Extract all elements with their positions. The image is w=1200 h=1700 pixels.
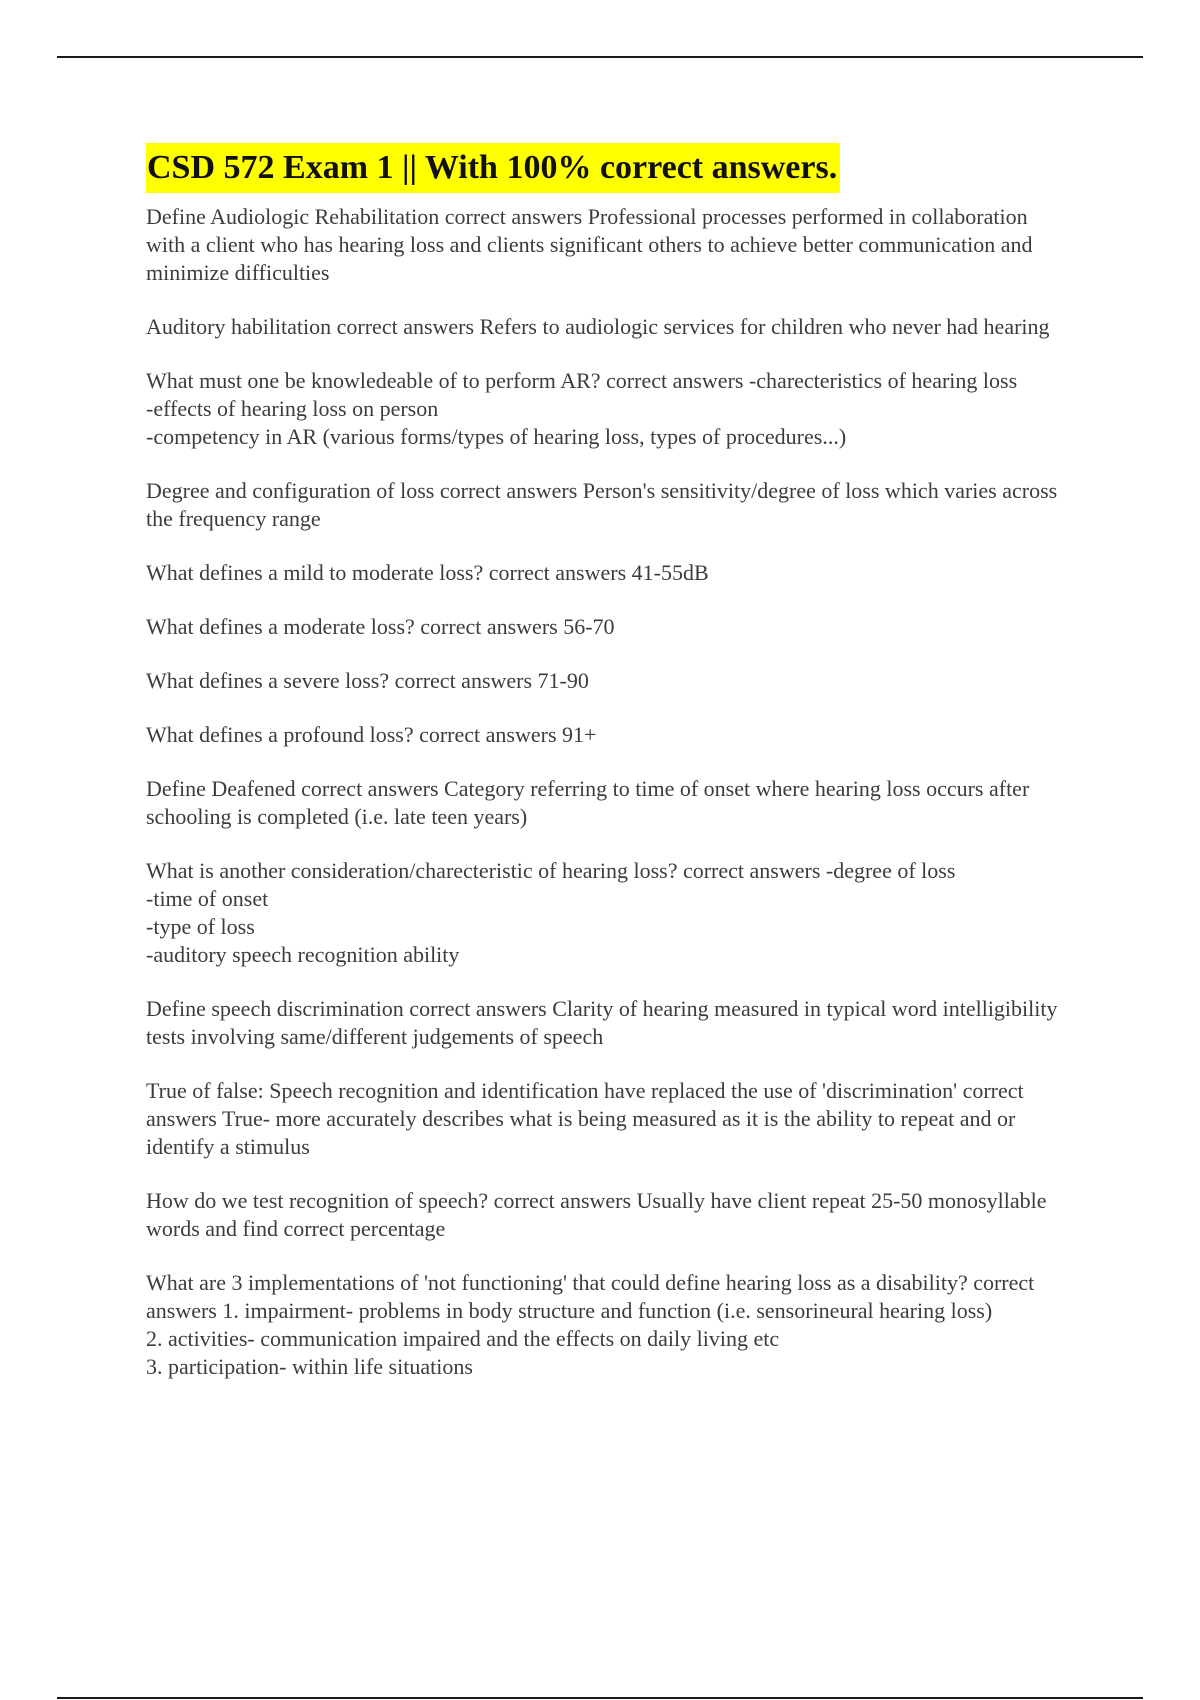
qa-line: 2. activities- communication impaired and the effects on daily living etc [146, 1326, 780, 1351]
qa-entry [146, 613, 1066, 641]
qa-entry [146, 995, 1066, 1051]
qa-entry [146, 1269, 1066, 1381]
qa-line: What defines a moderate loss? correct answers 56-70 [146, 614, 615, 639]
document-body [146, 143, 1066, 1407]
qa-line: What defines a mild to moderate loss? correct answers 41-55dB [146, 560, 709, 585]
qa-line: True of false: Speech recognition and identification have replaced the use of 'discrimination' correct answers True- more accurately describes what is being measured as it is the ability to repeat and or identify a stimulus [146, 1078, 1024, 1159]
qa-entry [146, 775, 1066, 831]
qa-line: -effects of hearing loss on person [146, 396, 439, 421]
page-title: CSD 572 Exam 1 || With 100% correct answers. [146, 143, 840, 193]
qa-line: -time of onset [146, 886, 269, 911]
qa-entry [146, 1077, 1066, 1161]
qa-line: Auditory habilitation correct answers Refers to audiologic services for children who never had hearing [146, 314, 1050, 339]
qa-entry [146, 1187, 1066, 1243]
qa-line: -auditory speech recognition ability [146, 942, 460, 967]
qa-entry [146, 667, 1066, 695]
qa-line: 3. participation- within life situations [146, 1354, 473, 1379]
top-divider [57, 56, 1143, 58]
qa-entry [146, 559, 1066, 587]
qa-line: What defines a severe loss? correct answers 71-90 [146, 668, 589, 693]
qa-entry [146, 721, 1066, 749]
qa-line: What must one be knowledeable of to perform AR? correct answers -charecteristics of hearing loss [146, 368, 1018, 393]
qa-line: Define Audiologic Rehabilitation correct answers Professional processes performed in collaboration with a client who has hearing loss and clients significant others to achieve better communication and minimize difficulties [146, 204, 1033, 285]
qa-entry [146, 477, 1066, 533]
qa-line: Define Deafened correct answers Category referring to time of onset where hearing loss occurs after schooling is completed (i.e. late teen years) [146, 776, 1030, 829]
qa-entry [146, 203, 1066, 287]
bottom-divider [57, 1697, 1143, 1699]
qa-line: What is another consideration/charecteristic of hearing loss? correct answers -degree of loss [146, 858, 956, 883]
qa-line: Define speech discrimination correct answers Clarity of hearing measured in typical word intelligibility tests involving same/different judgements of speech [146, 996, 1058, 1049]
qa-line: What are 3 implementations of 'not functioning' that could define hearing loss as a disability? correct answers 1. impairment- problems in body structure and function (i.e. sensorineural hearing loss) [146, 1270, 1035, 1323]
qa-line: What defines a profound loss? correct answers 91+ [146, 722, 597, 747]
qa-entry [146, 367, 1066, 451]
qa-line: Degree and configuration of loss correct answers Person's sensitivity/degree of loss which varies across the frequency range [146, 478, 1058, 531]
qa-line: How do we test recognition of speech? correct answers Usually have client repeat 25-50 monosyllable words and find correct percentage [146, 1188, 1047, 1241]
qa-line: -competency in AR (various forms/types of hearing loss, types of procedures...) [146, 424, 847, 449]
qa-line: -type of loss [146, 914, 255, 939]
qa-entry [146, 313, 1066, 341]
qa-entry [146, 857, 1066, 969]
